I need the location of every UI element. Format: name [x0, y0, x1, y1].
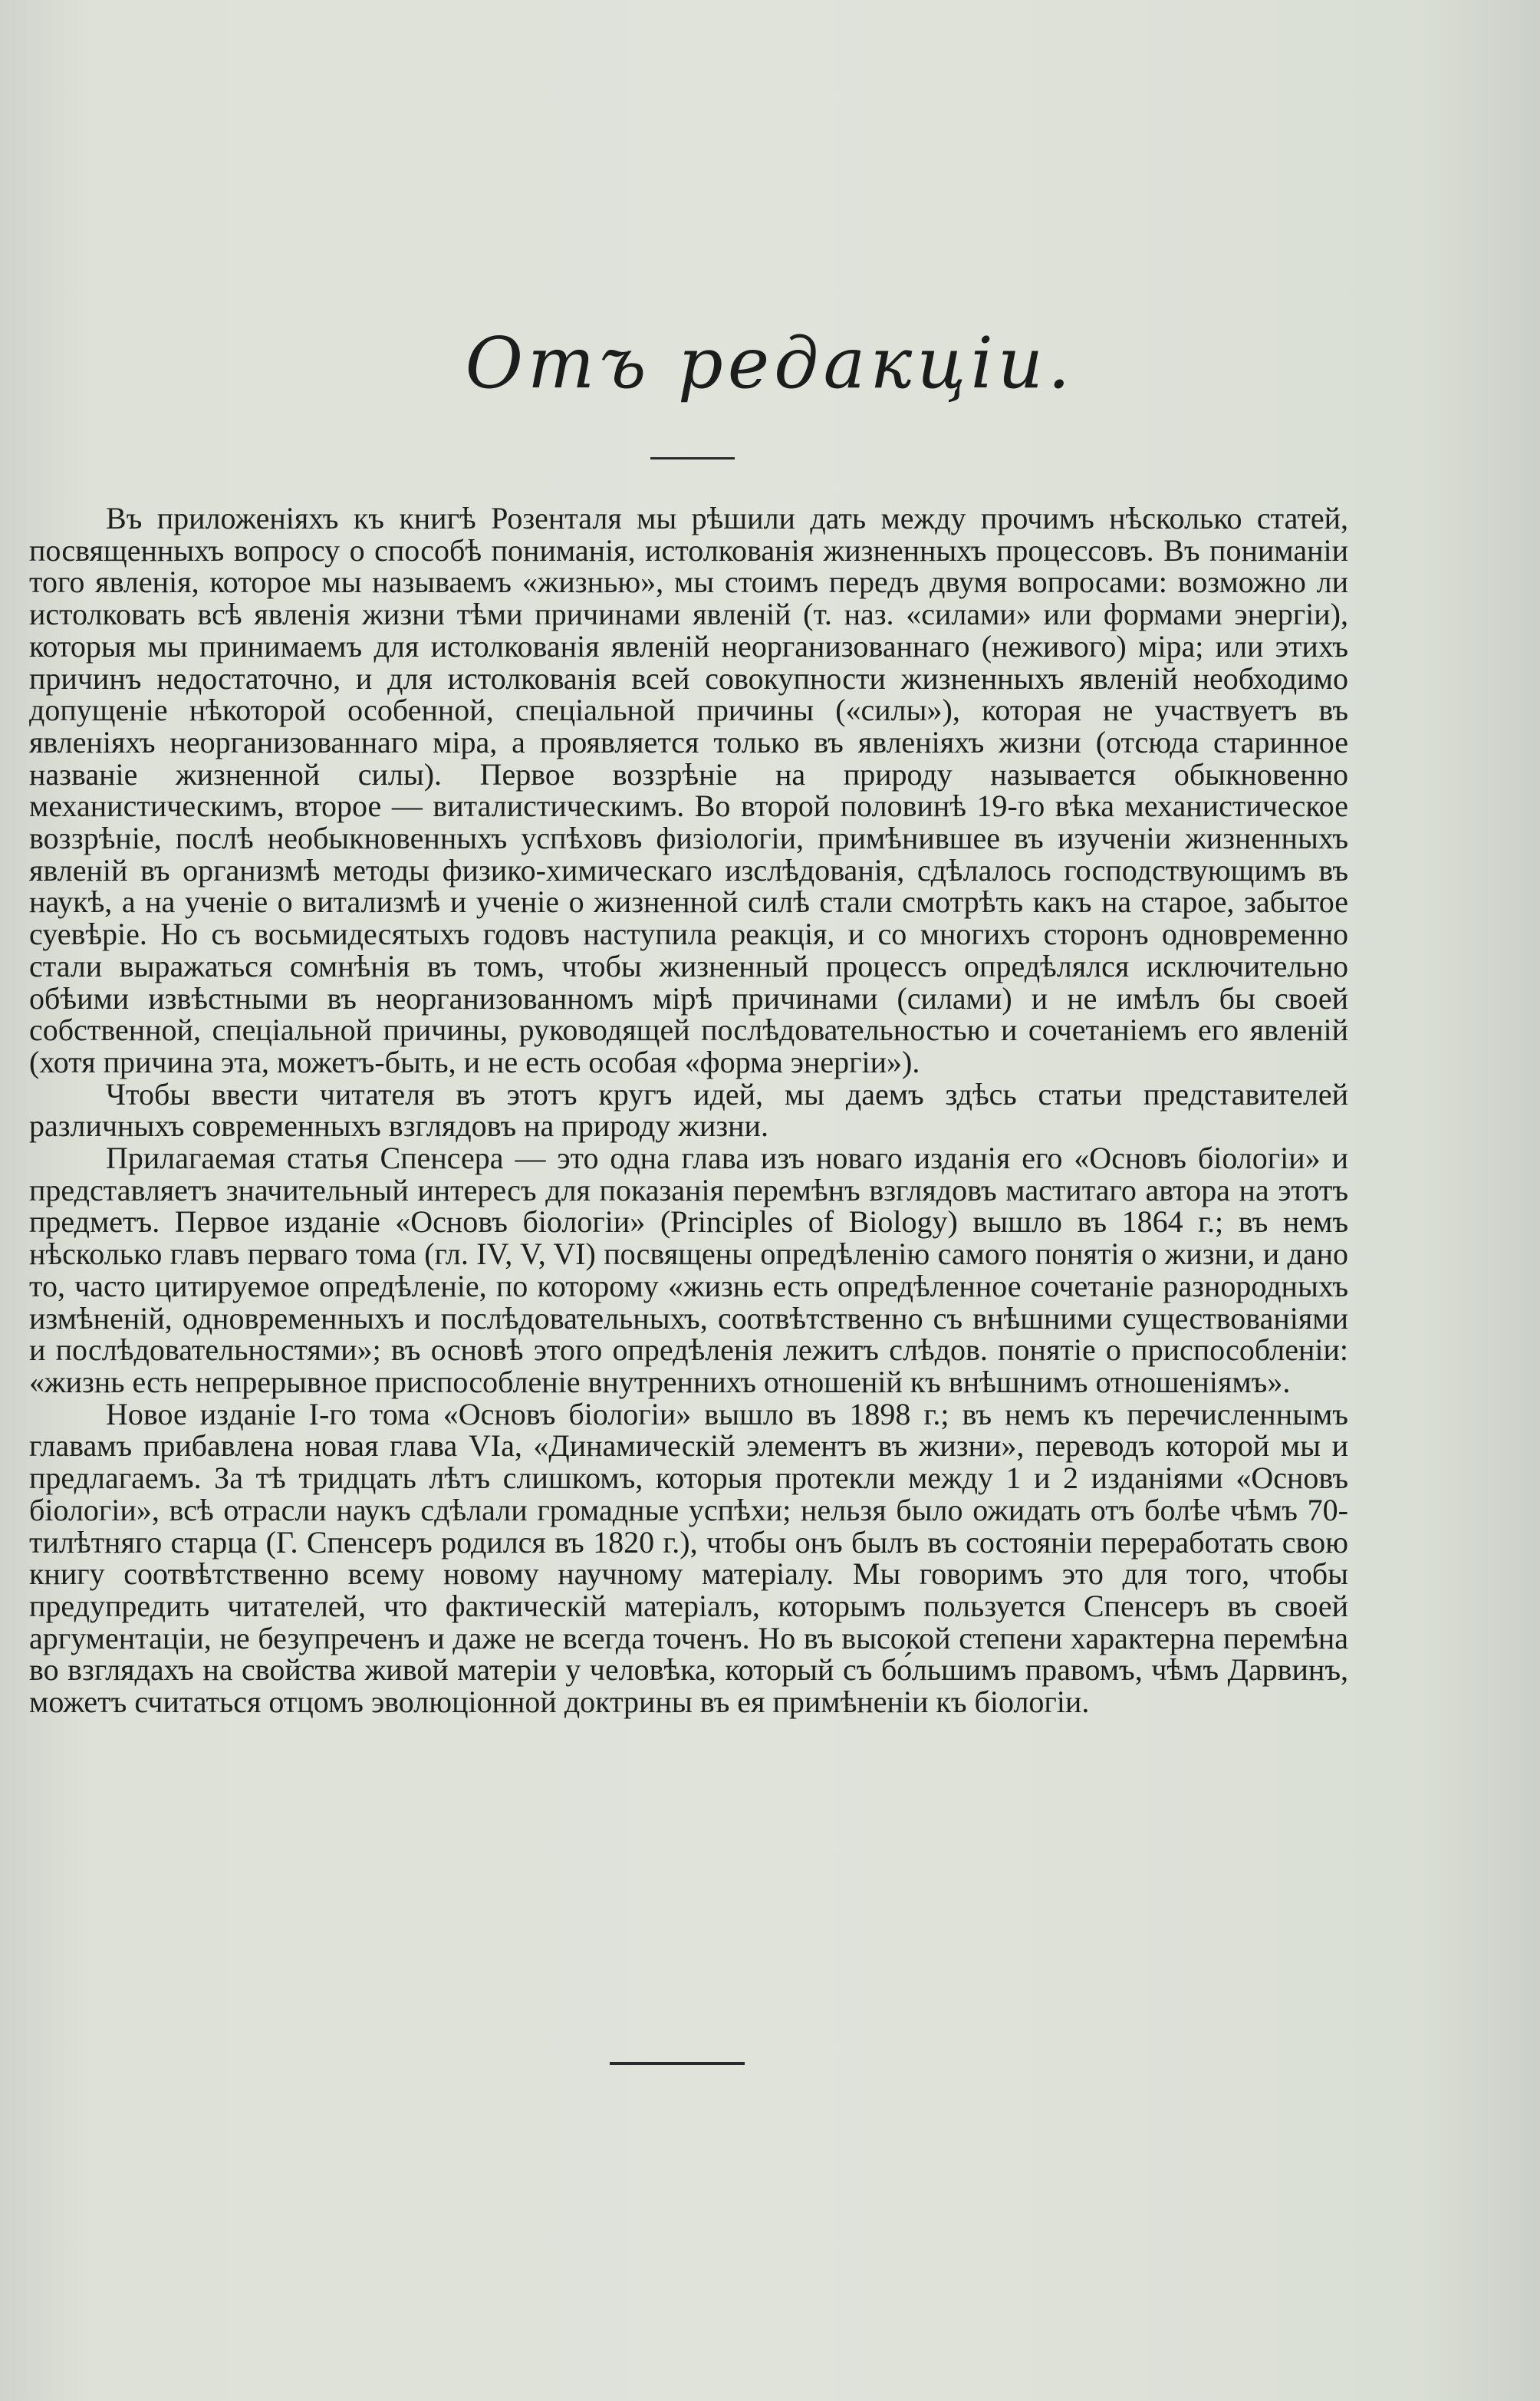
paragraph-2: Чтобы ввести читателя въ этотъ кругъ идей, мы даемъ здѣсь статьи представителей различныхъ современныхъ взглядовъ на природу жизни.: [29, 1076, 1348, 1144]
editorial-text: [29, 502, 1348, 1718]
paragraph-1: Въ приложеніяхъ къ книгѣ Розенталя мы рѣшили дать между прочимъ нѣсколько статей, посвященныхъ вопросу о способѣ пониманія, истолкованія жизненныхъ процессовъ. Въ пониманіи того явленія, которое мы называемъ «жизнью», мы стоимъ передъ двумя вопросами: возможно ли истолковать всѣ явленія жизни тѣми причинами явленій (т. наз. «силами» или формами энергіи), которыя мы принимаемъ для истолкованія явленій неорганизованнаго (неживого) міра; или этихъ причинъ недостаточно, и для истолкованія всей совокупности жизненныхъ явленій необходимо допущеніе нѣкоторой особенной, спеціальной причины («силы»), которая не участвуетъ въ явленіяхъ неорганизованнаго міра, а проявляется только въ явленіяхъ жизни (отсюда старинное названіе жизненной силы). Первое воззрѣніе на природу называется обыкновенно механистическимъ, второе — виталистическимъ. Во второй половинѣ 19-го вѣка механистическое воззрѣніе, послѣ необыкновенныхъ успѣховъ физіологіи, примѣнившее въ изученіи жизненныхъ явленій въ организмѣ методы физико-химическаго изслѣдованія, сдѣлалось господствующимъ въ наукѣ, а на ученіе о витализмѣ и ученіе о жизненной силѣ стали смотрѣть какъ на старое, забытое суевѣріе. Но съ восьмидесятыхъ годовъ наступила реакція, и со многихъ сторонъ одновременно стали выражаться сомнѣнія въ томъ, чтобы жизненный процессъ опредѣлялся исключительно обѣими извѣстными въ неорганизованномъ мірѣ причинами (силами) и не имѣлъ бы своей собственной, спеціальной причины, руководящей послѣдовательностью и сочетаніемъ его явленій (хотя причина эта, можетъ-быть, и не есть особая «форма энергіи»).: [29, 501, 1348, 1079]
paragraph-4: Новое изданіе I-го тома «Основъ біологіи» вышло въ 1898 г.; въ немъ къ перечисленнымъ главамъ прибавлена новая глава VIa, «Динамическій элементъ въ жизни», переводъ которой мы и предлагаемъ. За тѣ тридцать лѣтъ слишкомъ, которыя протекли между 1 и 2 изданіями «Основъ біологіи», всѣ отрасли наукъ сдѣлали громадные успѣхи; нельзя было ожидать отъ болѣе чѣмъ 70-тилѣтняго старца (Г. Спенсеръ родился въ 1820 г.), чтобы онъ былъ въ состояніи переработать свою книгу соотвѣтственно всему новому научному матеріалу. Мы говоримъ это для того, чтобы предупредить читателей, что фактическій матеріалъ, которымъ пользуется Спенсеръ въ своей аргументаціи, не безупреченъ и даже не всегда точенъ. Но въ высокой степени характерна перемѣна во взглядахъ на свойства живой матеріи у человѣка, который съ бо́льшимъ правомъ, чѣмъ Дарвинъ, можетъ считаться отцомъ эволюціонной доктрины въ ея примѣненіи къ біологіи.: [29, 1396, 1348, 1720]
heading-divider: [650, 457, 735, 459]
closing-divider: [610, 2062, 745, 2065]
paragraph-3: Прилагаемая статья Спенсера — это одна глава изъ новаго изданія его «Основъ біологіи» и представляетъ значительный интересъ для показанія перемѣнъ взглядовъ маститаго автора на этотъ предметъ. Первое изданіе «Основъ біологіи» (Principles of Biology) вышло въ 1864 г.; въ немъ нѣсколько главъ перваго тома (гл. IV, V, VI) посвящены опредѣленію самого понятія о жизни, и дано то, часто цитируемое опредѣленіе, по которому «жизнь есть опредѣленное сочетаніе разнородныхъ измѣненій, одновременныхъ и послѣдовательныхъ, соотвѣтственно съ внѣшними существованіями и послѣдовательностями»; въ основѣ этого опредѣленія лежитъ слѣдов. понятіе о приспособленіи: «жизнь есть непрерывное приспособленіе внутреннихъ отношеній къ внѣшнимъ отношеніямъ».: [29, 1141, 1348, 1399]
page-heading: Отъ редакціи.: [465, 322, 1075, 404]
